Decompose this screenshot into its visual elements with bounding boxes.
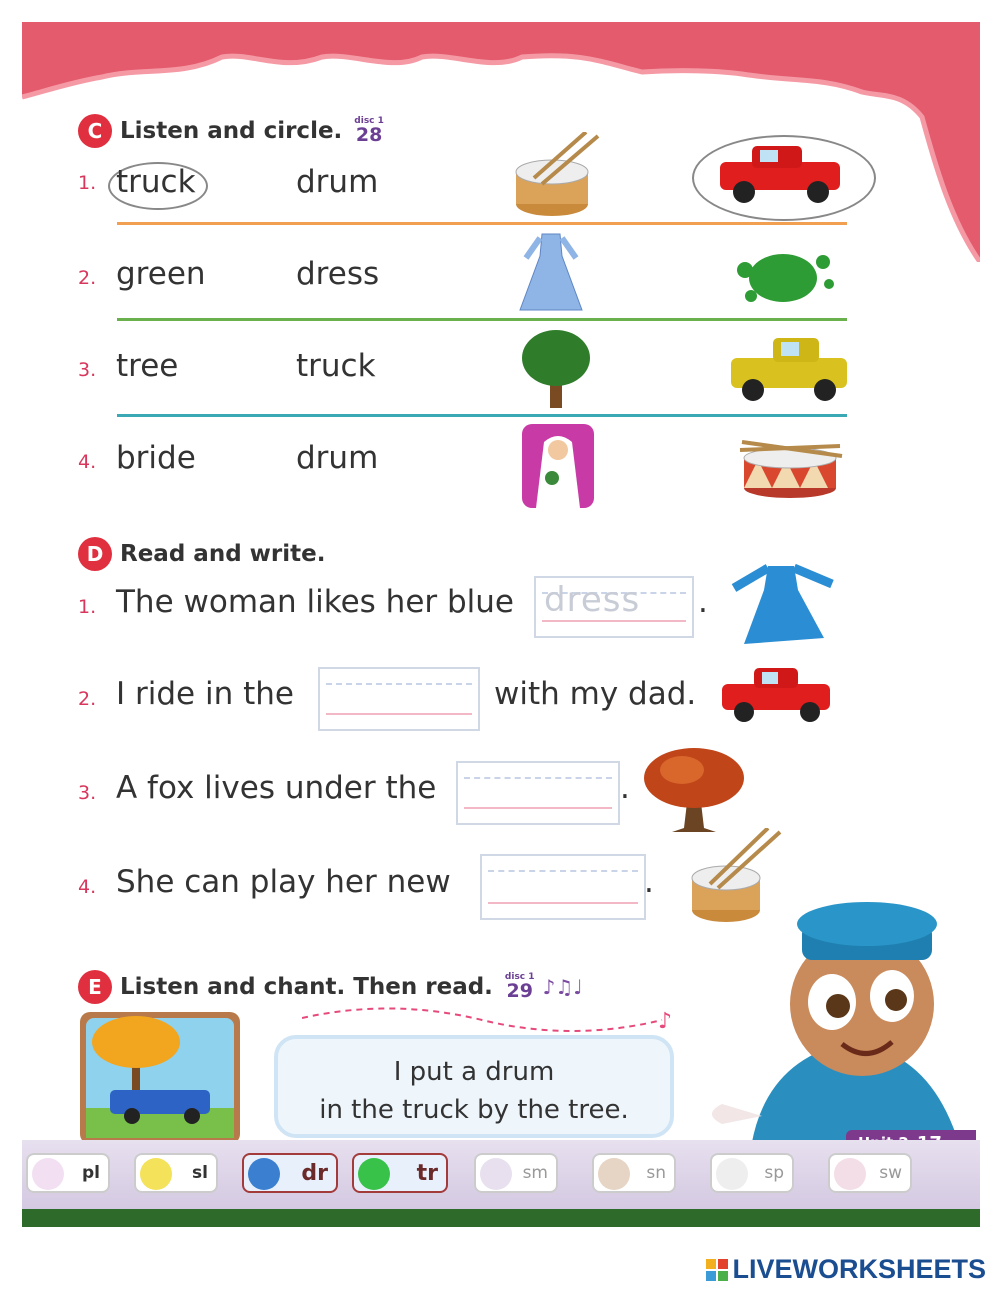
truck-tree-scene-image <box>80 1012 240 1144</box>
green-splat-image[interactable] <box>727 240 843 312</box>
train-car-sl[interactable]: sl <box>134 1153 218 1193</box>
answer-field[interactable] <box>456 761 620 825</box>
row-divider <box>117 414 847 417</box>
row-number: 4. <box>78 451 97 473</box>
section-d-header <box>78 537 325 571</box>
item-number: 2. <box>78 688 97 710</box>
conductor-character <box>692 894 980 1154</box>
train-car-sw[interactable]: sw <box>828 1153 912 1193</box>
row-number: 3. <box>78 359 97 381</box>
choice-word[interactable]: truck <box>116 164 196 200</box>
choice-word[interactable]: drum <box>296 164 379 200</box>
choice-word[interactable]: tree <box>116 348 179 384</box>
yellow-truck-image[interactable] <box>727 332 853 408</box>
train-car-sm[interactable]: sm <box>474 1153 558 1193</box>
answer-field[interactable] <box>480 854 646 920</box>
section-c-badge: C <box>78 114 112 148</box>
section-e-title: Listen and chant. Then read. <box>120 974 493 1000</box>
section-c-header <box>78 114 384 148</box>
section-d-badge: D <box>78 537 112 571</box>
liveworksheets-logo: LIVEWORKSHEETS <box>706 1254 986 1285</box>
logo-squares-icon <box>706 1259 728 1281</box>
sentence-end: . <box>620 770 630 806</box>
train-car-pl[interactable]: pl <box>26 1153 110 1193</box>
answer-field[interactable] <box>534 576 694 638</box>
truck-image[interactable] <box>712 140 852 210</box>
train-car-sp[interactable]: sp <box>710 1153 794 1193</box>
dress-image[interactable] <box>516 230 586 314</box>
choice-word[interactable]: bride <box>116 440 196 476</box>
cd-track-icon: disc 1 29 <box>504 972 535 1002</box>
choice-word[interactable]: dress <box>296 256 380 292</box>
slug-icon <box>140 1158 172 1190</box>
row-number: 2. <box>78 267 97 289</box>
sentence-end: . <box>698 584 708 620</box>
phonics-train-strip <box>22 1140 980 1227</box>
choice-word[interactable]: drum <box>296 440 379 476</box>
choice-word[interactable]: truck <box>296 348 376 384</box>
sentence-text: I ride in the <box>116 676 294 712</box>
row-divider <box>117 318 847 321</box>
row-divider <box>117 222 847 225</box>
truck-icon <box>358 1158 390 1190</box>
snail-icon <box>598 1158 630 1190</box>
red-truck-image[interactable] <box>716 662 836 726</box>
train-car-dr[interactable]: dr <box>242 1153 338 1193</box>
choice-word[interactable]: green <box>116 256 206 292</box>
sentence-end: with my dad. <box>494 676 697 712</box>
face-icon <box>32 1158 64 1190</box>
drum-image[interactable] <box>512 132 602 222</box>
sentence-text: The woman likes her blue <box>116 584 515 620</box>
blue-dress-image[interactable] <box>728 562 838 646</box>
item-number: 1. <box>78 596 97 618</box>
worksheet-page <box>22 22 980 1227</box>
train-car-sn[interactable]: sn <box>592 1153 676 1193</box>
chant-speech-bubble <box>274 1035 674 1138</box>
music-notes-icon: ♪♫♩ <box>542 975 583 999</box>
chant-line-2: in the truck by the tree. <box>319 1095 629 1125</box>
drum-icon <box>248 1158 280 1190</box>
traced-answer: dress <box>544 580 641 620</box>
sentence-text: A fox lives under the <box>116 770 437 806</box>
section-e-badge: E <box>78 970 112 1004</box>
smile-icon <box>480 1158 512 1190</box>
section-d-title: Read and write. <box>120 541 326 567</box>
cd-track-icon: disc 1 28 <box>354 116 384 146</box>
sentence-text: She can play her new <box>116 864 451 900</box>
tree-image[interactable] <box>520 328 594 410</box>
answer-field[interactable] <box>318 667 480 731</box>
spoon-icon <box>716 1158 748 1190</box>
autumn-tree-image[interactable] <box>642 744 746 834</box>
train-track <box>22 1209 980 1227</box>
row-number: 1. <box>78 172 97 194</box>
drum-image[interactable] <box>734 432 846 502</box>
bride-image[interactable] <box>522 424 594 508</box>
section-c-title: Listen and circle. <box>120 118 343 144</box>
music-path-decoration <box>302 998 682 1038</box>
svg-text:♪: ♪ <box>658 1009 673 1034</box>
swing-icon <box>834 1158 866 1190</box>
item-number: 3. <box>78 782 97 804</box>
sentence-end: . <box>644 864 654 900</box>
item-number: 4. <box>78 876 97 898</box>
train-car-tr[interactable]: tr <box>352 1153 448 1193</box>
chant-line-1: I put a drum <box>393 1057 555 1087</box>
